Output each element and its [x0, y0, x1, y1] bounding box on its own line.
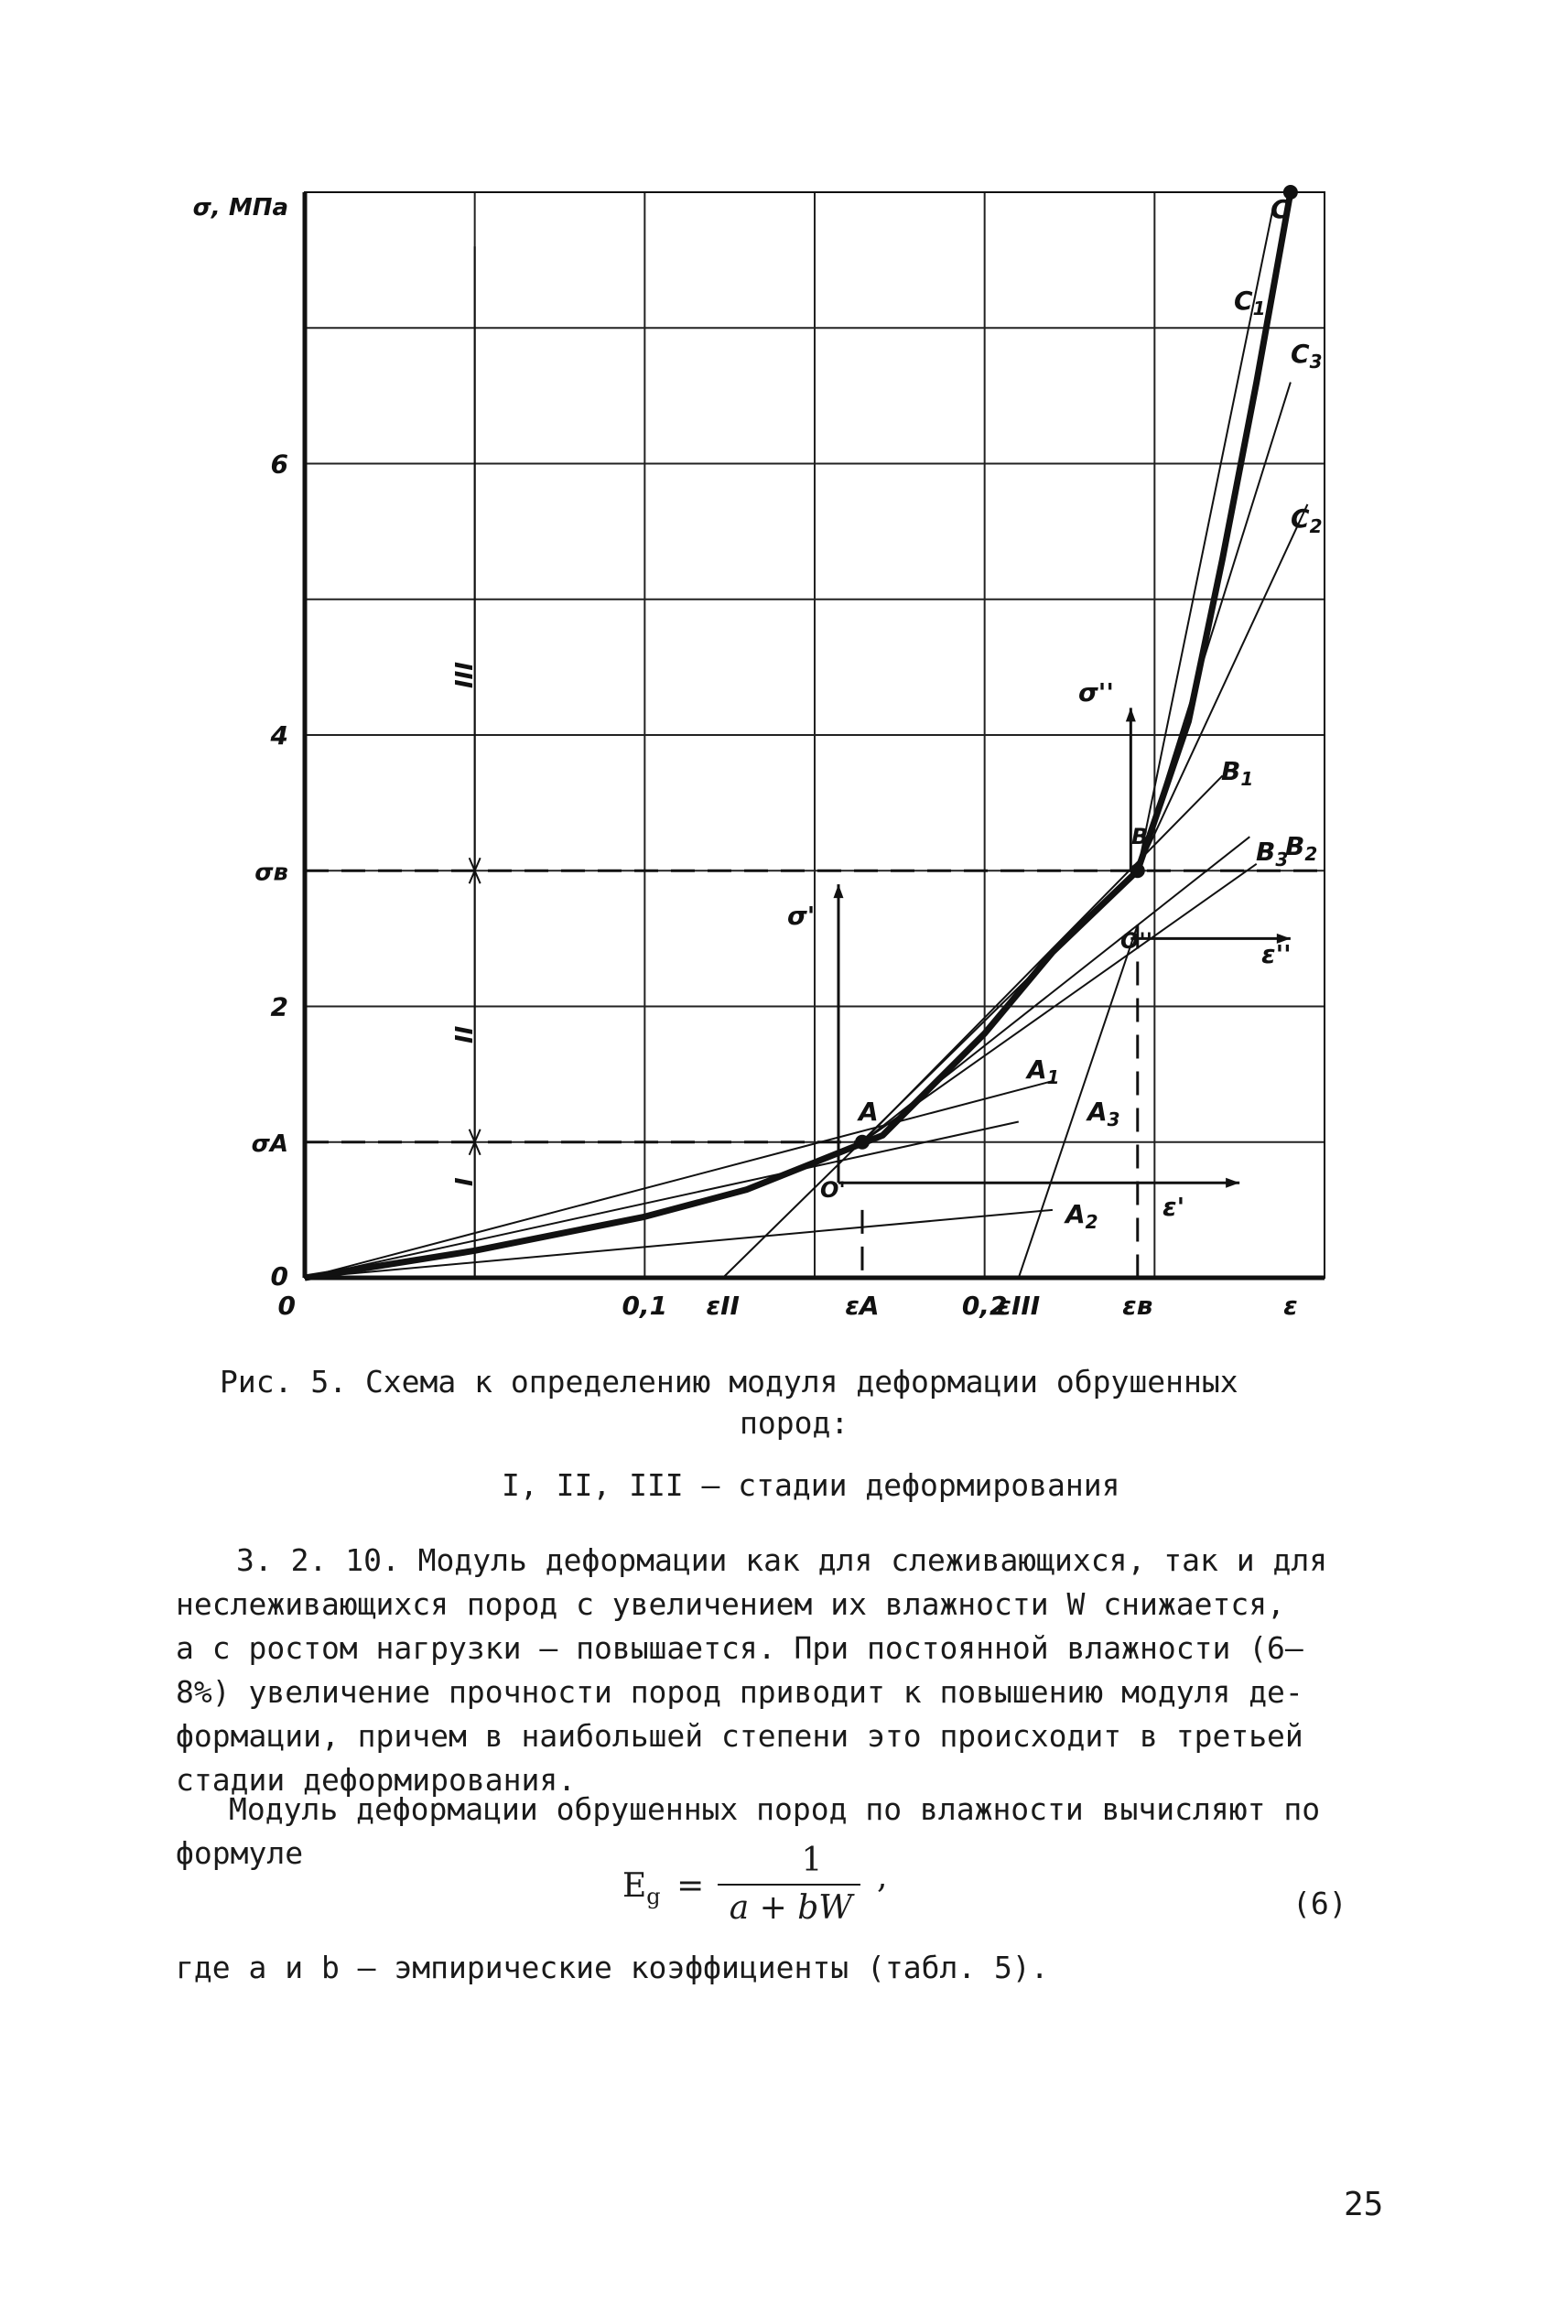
label-line-c3: $C_3$ [1291, 339, 1323, 373]
formula-numerator: 1 [801, 1842, 823, 1879]
x-tick-label: 0,1 [622, 1291, 668, 1321]
label-point-c: C [1271, 194, 1290, 224]
point-A [855, 1135, 870, 1150]
where-line: где a и b – эмпирические коэффициенты (табл. 5). [176, 1950, 1049, 1985]
figure-caption-line2: пород: [740, 1405, 849, 1441]
y-special-label: σA [251, 1130, 288, 1158]
body-line: формации, причем в наибольшей степени это происходит в третьей [176, 1718, 1303, 1754]
label-stage-2: II [451, 1025, 479, 1043]
x-special-label: εв [1122, 1291, 1153, 1321]
formula-lhs: $E_g$ = [622, 1867, 705, 1910]
point-B [1130, 863, 1145, 878]
body-line: стадии деформирования. [176, 1762, 577, 1798]
y-special-label: σв [254, 859, 288, 887]
x-special-label: εA [845, 1291, 880, 1321]
y-tick-label: 4 [270, 720, 288, 751]
label-line-c1: $C_1$ [1234, 286, 1266, 319]
x-tick-label: 0 [277, 1291, 296, 1321]
body-line: формуле [176, 1835, 304, 1871]
label-line-b2: $B_2$ [1285, 831, 1318, 865]
label-line-b1: $B_1$ [1221, 756, 1254, 790]
x-special-label: εII [706, 1291, 740, 1321]
label-eps-prime: ε' [1162, 1192, 1185, 1222]
y-special-label: σ, МПа [192, 193, 288, 222]
formula-fraction-bar [718, 1884, 860, 1886]
tangent-lines [305, 206, 1307, 1278]
label-sigma-double-prime: σ'' [1078, 677, 1114, 708]
x-tick-label: 0,2 [961, 1291, 1008, 1321]
local-axis-sigma2-head [1126, 708, 1136, 721]
body-line: а с ростом нагрузки – повышается. При постоянной влажности (6– [176, 1630, 1303, 1666]
formula-number: (6) [1292, 1886, 1347, 1921]
label-line-b3: $B_3$ [1256, 837, 1289, 870]
body-line: неслеживающихся пород с увеличением их влажности W снижается, [176, 1586, 1285, 1622]
label-stage-1: I [451, 1177, 479, 1186]
x-special-label: εIII [997, 1291, 1041, 1321]
label-point-a: A [859, 1097, 879, 1127]
chart-grid [305, 192, 1325, 1278]
body-line: 8%) увеличение прочности пород приводит к повышению модуля де- [176, 1674, 1303, 1710]
label-sigma-prime: σ' [787, 901, 816, 931]
label-line-a2: $A_2$ [1065, 1199, 1098, 1233]
formula-comma: , [877, 1858, 888, 1896]
figure-caption-line1: Рис. 5. Схема к определению модуля деформации обрушенных [220, 1364, 1238, 1400]
label-eps-double-prime: ε'' [1261, 939, 1292, 969]
formula-denominator: a + bW [729, 1889, 853, 1927]
body-line: 3. 2. 10. Модуль деформации как для слеживающихся, так и для [236, 1542, 1328, 1578]
x-special-label: ε [1283, 1291, 1298, 1321]
body-line: Модуль деформации обрушенных пород по влажности вычисляют по [229, 1791, 1321, 1827]
label-point-b: B [1131, 824, 1149, 849]
line-A1 [305, 1081, 1053, 1278]
page-number: 25 [1344, 2186, 1384, 2223]
y-tick-label-zero: 0 [270, 1261, 288, 1292]
label-origin-o1: O' [820, 1177, 846, 1203]
figure-caption-line3: I, II, III – стадии деформирования [502, 1467, 1120, 1503]
line-A2 [305, 1210, 1053, 1278]
local-axis-sigma1-head [834, 884, 844, 898]
label-origin-o2: O'' [1120, 928, 1153, 954]
label-line-c2: $C_2$ [1291, 503, 1323, 537]
local-axis-eps1-head [1226, 1178, 1239, 1188]
y-tick-label: 2 [270, 991, 288, 1022]
label-line-a3: $A_3$ [1087, 1097, 1120, 1130]
label-line-a1: $A_1$ [1027, 1054, 1060, 1088]
line-A3 [305, 1122, 1019, 1278]
y-tick-label: 6 [270, 449, 288, 480]
label-stage-3: III [451, 661, 479, 688]
